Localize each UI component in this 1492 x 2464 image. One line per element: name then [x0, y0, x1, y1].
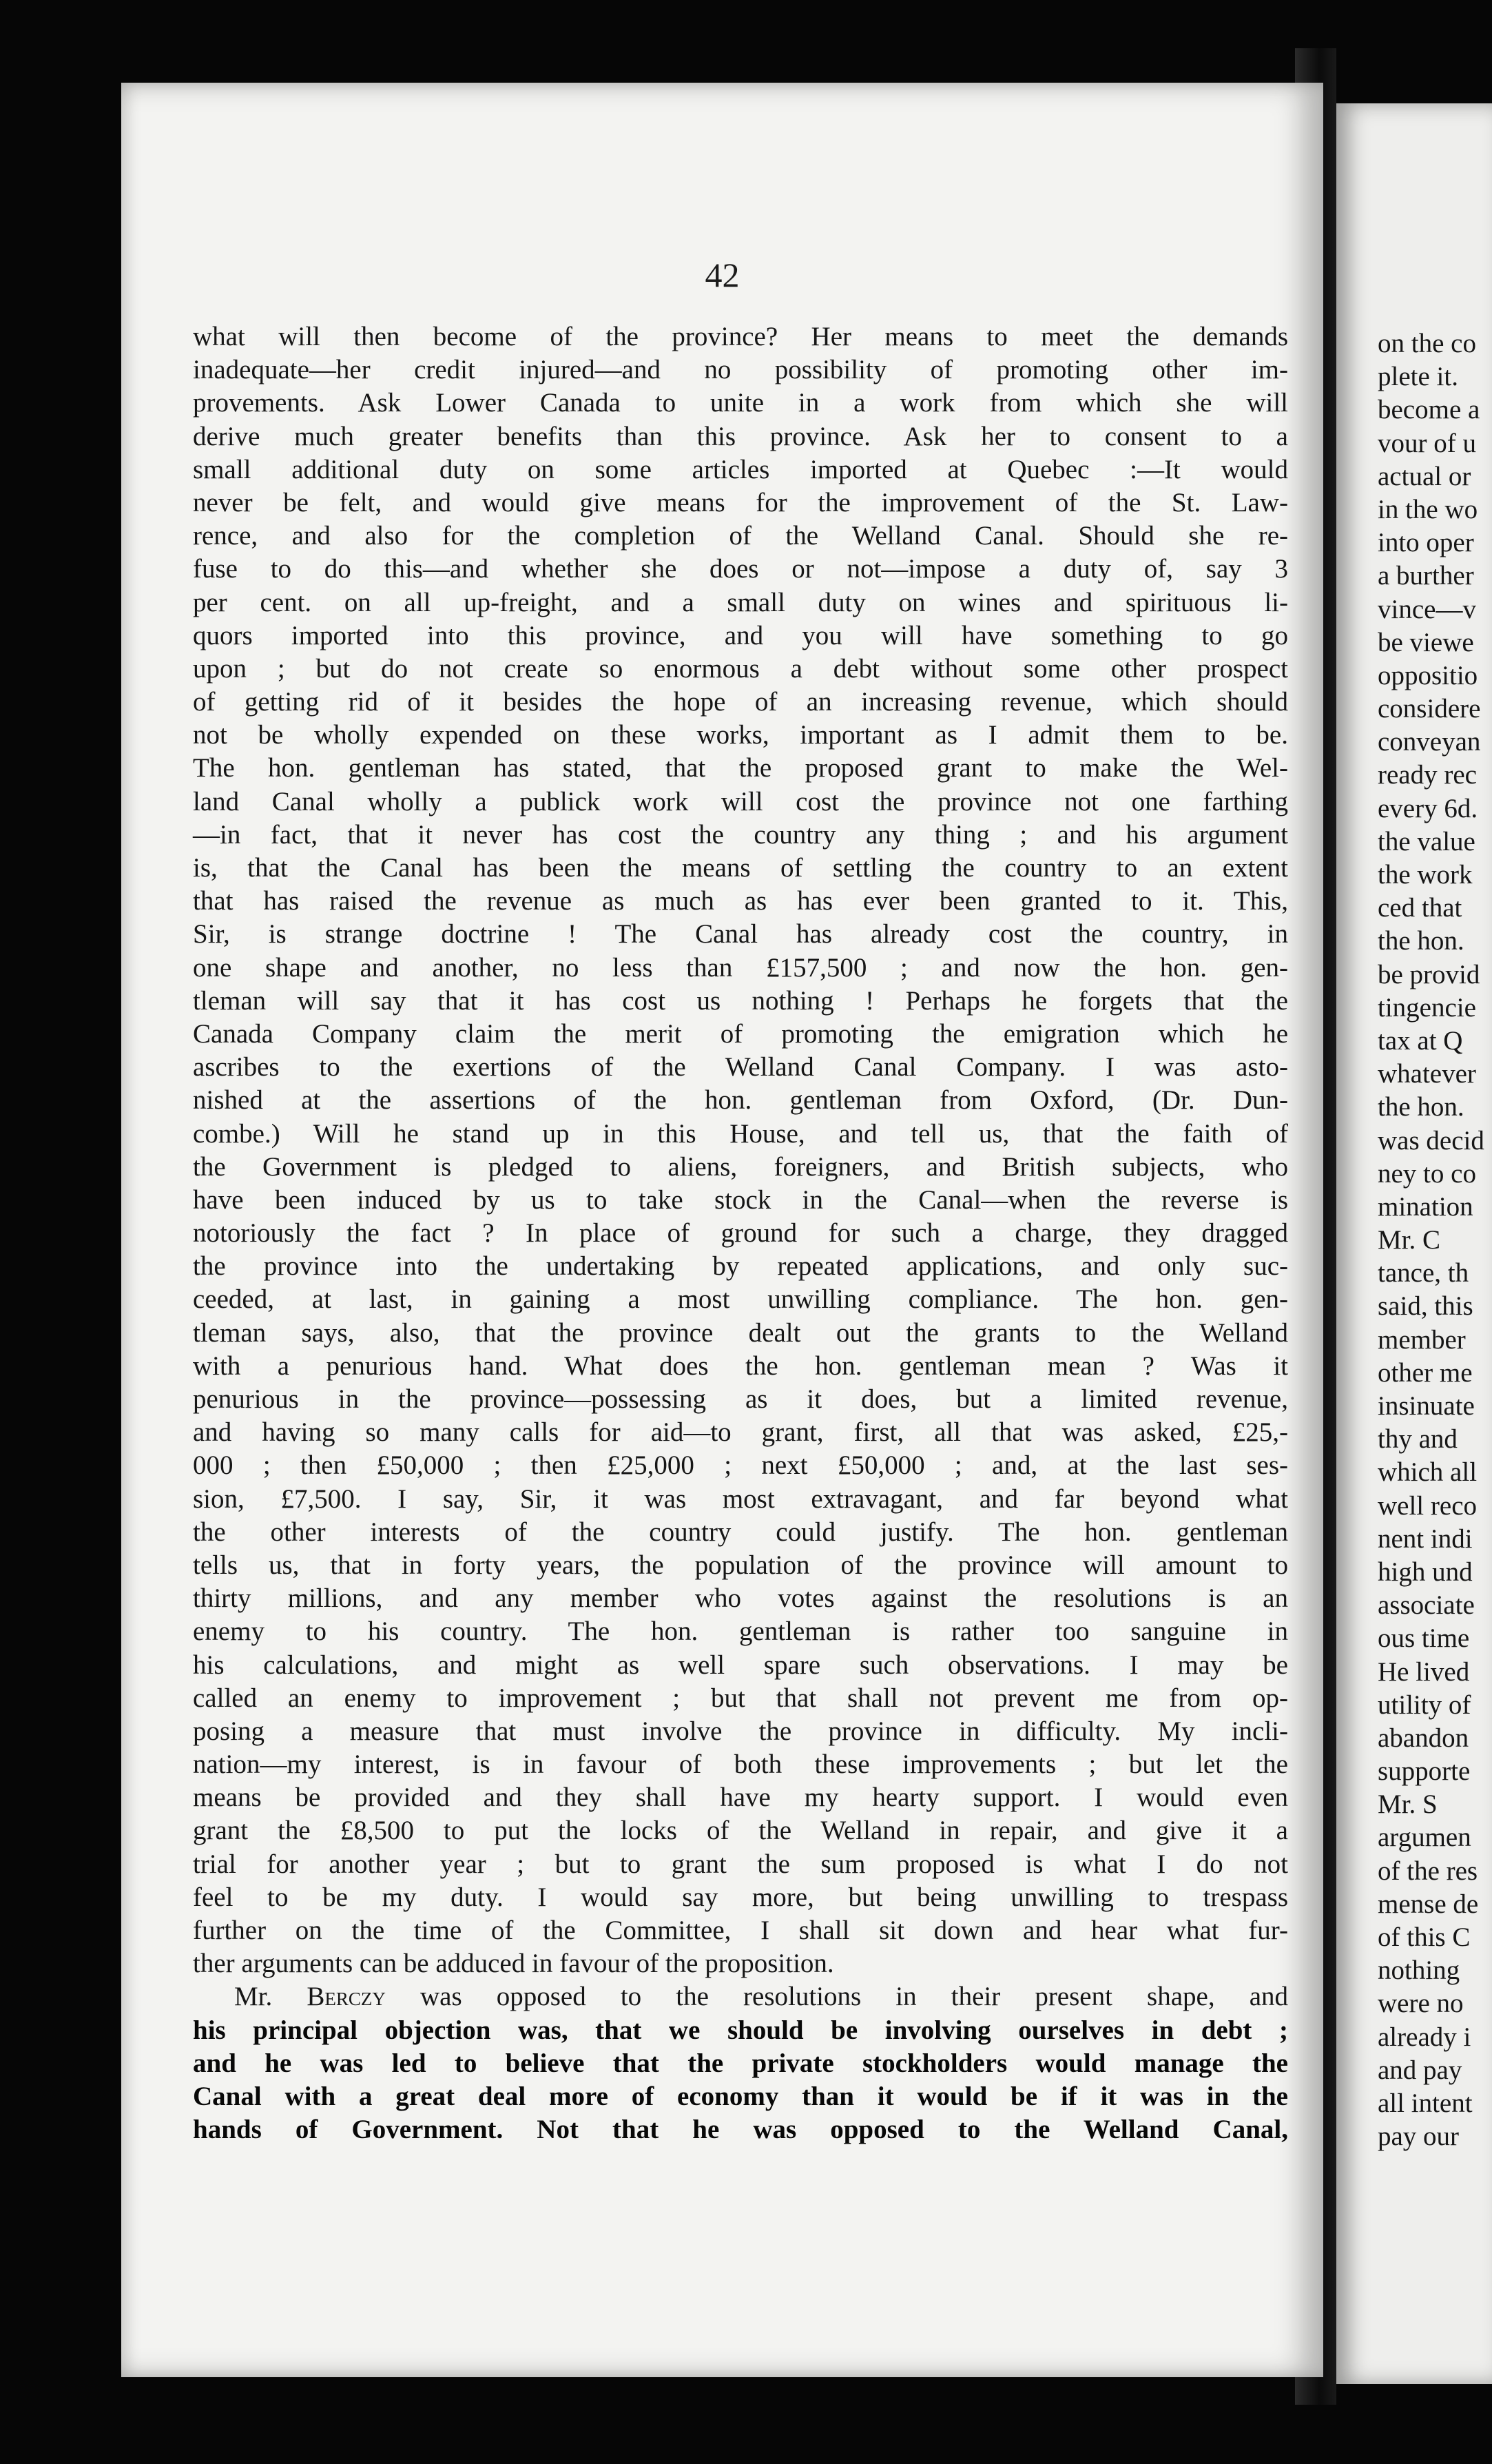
text-line: rence, and also for the completion of the Welland Canal. Should she re- [193, 521, 1288, 551]
right-page-text-line: was decid [1378, 1125, 1484, 1156]
text-line: one shape and another, no less than £157,500 ; and now the hon. gen- [193, 952, 1288, 983]
text-line: Sir, is strange doctrine ! The Canal has already cost the country, in [193, 919, 1288, 949]
right-page-text-line: all intent [1378, 2088, 1473, 2118]
right-page-text-line: ced that [1378, 893, 1462, 923]
right-page-text-line: plete it. [1378, 362, 1458, 392]
speaker-prefix: Mr. [234, 1982, 307, 2012]
right-page-text-line: pay our [1378, 2122, 1460, 2152]
right-page-text-line: ready rec [1378, 760, 1477, 790]
text-line: the Government is pledged to aliens, foreigners, and British subjects, who [193, 1151, 1288, 1182]
text-line: the other interests of the country could justify. The hon. gentleman [193, 1517, 1288, 1547]
text-line: small additional duty on some articles imported at Quebec :—It would [193, 454, 1288, 484]
text-line: sion, £7,500. I say, Sir, it was most extravagant, and far beyond what [193, 1483, 1288, 1514]
right-page-text-line: supporte [1378, 1756, 1471, 1787]
text-line: called an enemy to improvement ; but that shall not prevent me from op- [193, 1683, 1288, 1713]
right-page-text-line: of this C [1378, 1922, 1471, 1952]
text-line: derive much greater benefits than this province. Ask her to consent to a [193, 421, 1288, 451]
right-page-text-line: the hon. [1378, 926, 1464, 956]
right-page-text-line: well reco [1378, 1490, 1478, 1521]
text-line: notoriously the fact ? In place of ground for such a charge, they dragged [193, 1218, 1288, 1249]
right-page-text-line: every 6d. [1378, 793, 1478, 823]
text-line: grant the £8,500 to put the locks of the Welland in repair, and give it a [193, 1816, 1288, 1846]
text-line: provements. Ask Lower Canada to unite in a work from which she will [193, 388, 1288, 418]
right-page-text-line: already i [1378, 2022, 1471, 2052]
right-page-text-line: be viewe [1378, 627, 1474, 657]
right-page-text-line: vour of u [1378, 428, 1476, 458]
text-line: nation—my interest, is in favour of both these improvements ; but let the [193, 1749, 1288, 1780]
text-line: The hon. gentleman has stated, that the proposed grant to make the Wel- [193, 753, 1288, 783]
text-line: and having so many calls for aid—to grant, first, all that was asked, £25,- [193, 1417, 1288, 1448]
text-line: not be wholly expended on these works, important as I admit them to be. [193, 720, 1288, 750]
main-text-column [193, 320, 1288, 2146]
text-line: fuse to do this—and whether she does or not—impose a duty of, say 3 [193, 554, 1288, 584]
right-page-text-line: tax at Q [1378, 1025, 1463, 1056]
right-page-text-line: argumen [1378, 1823, 1471, 1853]
right-page-text-line: member [1378, 1324, 1466, 1355]
right-page-text-line: were no [1378, 1989, 1464, 2019]
right-page-text-line: other me [1378, 1357, 1473, 1388]
text-line: feel to be my duty. I would say more, but being unwilling to trespass [193, 1882, 1288, 1912]
text-line: enemy to his country. The hon. gentleman is rather too sanguine in [193, 1616, 1288, 1647]
right-page-text-line: oppositio [1378, 660, 1478, 690]
text-line: tleman says, also, that the province dealt out the grants to the Welland [193, 1317, 1288, 1348]
text-line: further on the time of the Committee, I shall sit down and hear what fur- [193, 1916, 1288, 1945]
right-page-text-line: high und [1378, 1557, 1473, 1587]
text-line: hands of Government. Not that he was opposed to the Welland Canal, [193, 2115, 1288, 2145]
right-page-text-line: which all [1378, 1457, 1478, 1488]
right-page-text-line: insinuate [1378, 1391, 1475, 1421]
right-page-text-line: considere [1378, 694, 1481, 724]
right-page-text-line: tance, th [1378, 1258, 1469, 1289]
right-page-text-line: mense de [1378, 1889, 1479, 1919]
right-page-text-line: Mr. S [1378, 1789, 1438, 1820]
right-page-text-line: into oper [1378, 528, 1474, 558]
right-page-text-line: He lived [1378, 1656, 1470, 1687]
text-line: —in fact, that it never has cost the country any thing ; and his argument [193, 819, 1288, 850]
text-line: inadequate—her credit injured—and no possibility of promoting other im- [193, 355, 1288, 385]
right-page-text-line: in the wo [1378, 494, 1478, 524]
text-line: have been induced by us to take stock in the Canal—when the reverse is [193, 1184, 1288, 1215]
right-page-text-line: nent indi [1378, 1523, 1473, 1554]
right-page-text-line: the value [1378, 826, 1475, 856]
text-line: Canal with a great deal more of economy than it would be if it was in the [193, 2081, 1288, 2111]
text-line: tells us, that in forty years, the population of the province will amount to [193, 1550, 1288, 1580]
right-page-text-line: Mr. C [1378, 1225, 1441, 1255]
text-line: the province into the undertaking by repeated applications, and only suc- [193, 1251, 1288, 1282]
text-line: means be provided and they shall have my hearty support. I would even [193, 1783, 1288, 1813]
right-page-text-line: vince—v [1378, 594, 1476, 624]
speaker-name: Berczy [307, 1982, 386, 2012]
right-page-text-column [1378, 327, 1492, 2153]
right-page-text-line: on the co [1378, 329, 1476, 358]
right-page-text-line: the work [1378, 860, 1473, 890]
text-line: land Canal wholly a publick work will cost the province not one farthing [193, 786, 1288, 817]
right-page-text-line: and pay [1378, 2055, 1462, 2085]
right-page-text-line: actual or [1378, 461, 1471, 491]
text-line: upon ; but do not create so enormous a debt without some other prospect [193, 653, 1288, 684]
text-line: his principal objection was, that we should be involving ourselves in debt ; [193, 2015, 1288, 2045]
text-line: ther arguments can be adduced in favour of the proposition. [193, 1949, 834, 1979]
right-page-text-line: tingencie [1378, 992, 1476, 1023]
text-line: ceeded, at last, in gaining a most unwilling compliance. The hon. gen- [193, 1284, 1288, 1315]
text-line: per cent. on all up-freight, and a small duty on wines and spirituous li- [193, 587, 1288, 617]
text-line: tleman will say that it has cost us nothing ! Perhaps he forgets that the [193, 985, 1288, 1016]
right-page-text-line: mination [1378, 1191, 1473, 1222]
text-line: trial for another year ; but to grant the sum proposed is what I do not [193, 1849, 1288, 1879]
right-page-text-line: said, this [1378, 1291, 1473, 1322]
right-page-text-line: the hon. [1378, 1092, 1464, 1122]
right-page-text-line: associate [1378, 1590, 1475, 1621]
text-line: his calculations, and might as well spare such observations. I may be [193, 1650, 1288, 1680]
berczy-paragraph-first-line [193, 1980, 1288, 2013]
text-line: never be felt, and would give means for the improvement of the St. Law- [193, 487, 1288, 517]
text-line: quors imported into this province, and you will have something to go [193, 620, 1288, 650]
text-line: penurious in the province—possessing as it does, but a limited revenue, [193, 1384, 1288, 1414]
right-page-text-line: nothing [1378, 1955, 1460, 1986]
text-line: posing a measure that must involve the province in difficulty. My incli- [193, 1716, 1288, 1746]
right-page-text-line: of the res [1378, 1856, 1478, 1886]
text-line: of getting rid of it besides the hope of an increasing revenue, which should [193, 687, 1288, 717]
right-page-text-line: ous time [1378, 1623, 1470, 1654]
text-line: that has raised the revenue as much as has ever been granted to it. This, [193, 886, 1288, 916]
right-page-text-line: thy and [1378, 1424, 1458, 1455]
text-line: Canada Company claim the merit of promoting the emigration which he [193, 1018, 1288, 1049]
text-line: combe.) Will he stand up in this House, and tell us, that the faith of [193, 1118, 1288, 1149]
right-page-text-line: utility of [1378, 1690, 1471, 1720]
right-page-text-line: abandon [1378, 1723, 1469, 1753]
speaker-text: was opposed to the resolutions in their present shape, and [385, 1982, 1289, 2012]
text-line: what will then become of the province? Her means to meet the demands [193, 322, 1288, 351]
text-line: nished at the assertions of the hon. gentleman from Oxford, (Dr. Dun- [193, 1085, 1288, 1116]
text-line: is, that the Canal has been the means of settling the country to an extent [193, 853, 1288, 883]
right-page-text-line: ney to co [1378, 1158, 1476, 1189]
right-page-text-line: a burther [1378, 561, 1474, 591]
page-number: 42 [705, 256, 740, 294]
right-page-text-line: be provid [1378, 959, 1480, 989]
text-line: with a penurious hand. What does the hon. gentleman mean ? Was it [193, 1351, 1288, 1381]
text-line: 000 ; then £50,000 ; then £25,000 ; next £50,000 ; and, at the last ses- [193, 1450, 1288, 1481]
right-page-text-line: conveyan [1378, 727, 1481, 757]
text-line: ascribes to the exertions of the Welland Canal Company. I was asto- [193, 1052, 1288, 1082]
text-line: and he was led to believe that the private stockholders would manage the [193, 2048, 1288, 2078]
text-line: thirty millions, and any member who votes against the resolutions is an [193, 1583, 1288, 1614]
right-page-text-line: become a [1378, 395, 1480, 425]
right-page-text-line: whatever [1378, 1059, 1476, 1089]
